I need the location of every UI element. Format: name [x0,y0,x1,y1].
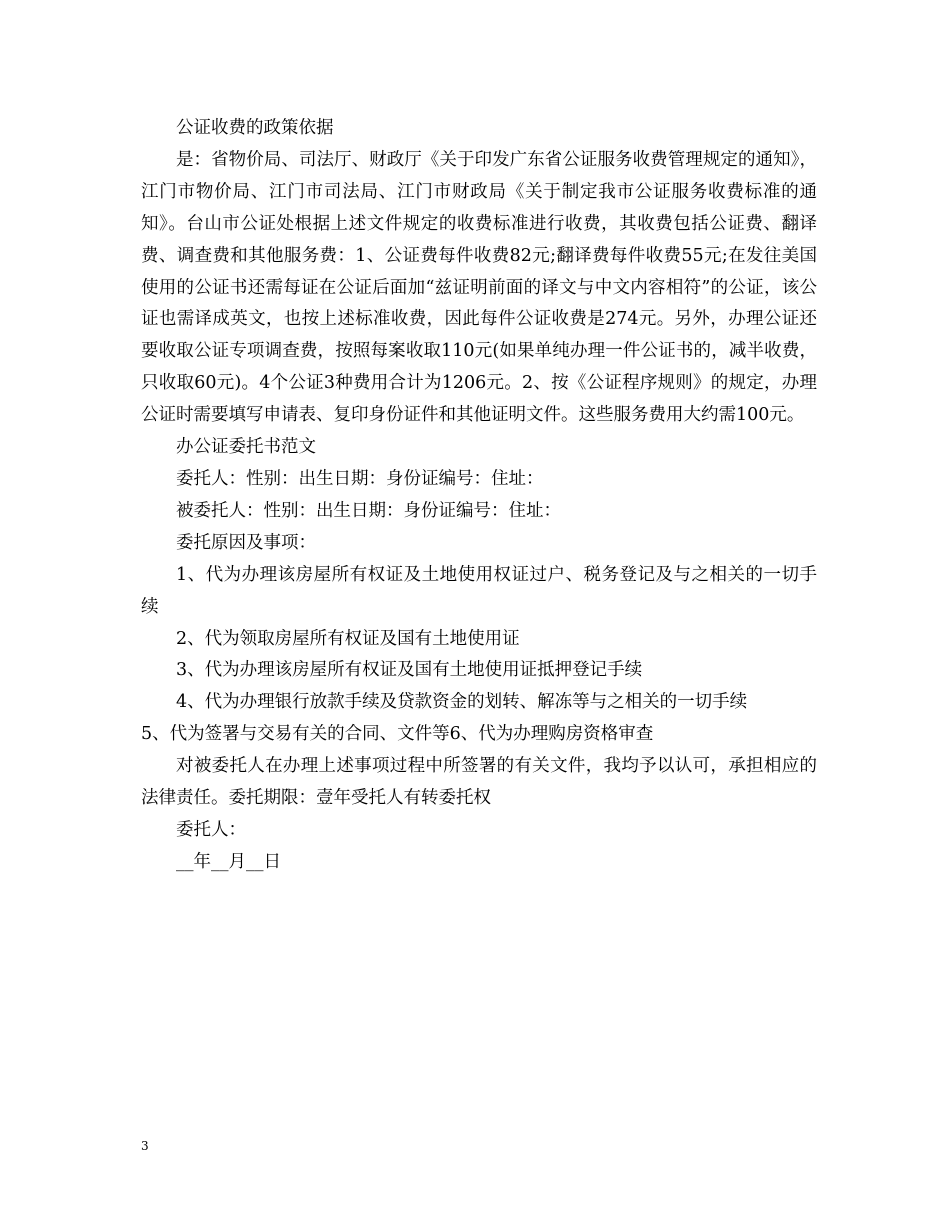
paragraph-item-2: 2、代为领取房屋所有权证及国有土地使用证 [176,628,520,649]
paragraph-item-3: 3、代为办理该房屋所有权证及国有土地使用证抵押登记手续 [176,660,643,681]
paragraph-acknowledgement: 对被委托人在办理上述事项过程中所签署的有关文件，我均予以认可，承担相应的法律责任。委托期限：壹年受托人有转委托权 [141,756,817,809]
paragraph-principal: 委托人：性别：出生日期：身份证编号：住址： [176,468,544,489]
paragraph-date-line: __年__月__日 [176,851,281,872]
paragraph-reasons: 委托原因及事项： [176,532,316,553]
paragraph-item-1: 1、代为办理该房屋所有权证及土地使用权证过户、税务登记及与之相关的一切手续 [141,564,817,617]
paragraph-item-5-6: 5、代为签署与交易有关的合同、文件等6、代为办理购房资格审查 [141,724,654,745]
paragraph-policy-basis: 是：省物价局、司法厅、财政厅《关于印发广东省公证服务收费管理规定的通知》，江门市物价局、江门市司法局、江门市财政局《关于制定我市公证服务收费标准的通知》。台山市公证处根据上述文件规定的收费标准进行收费，其收费包括公证费、翻译费、调查费和其他服务费：1、公证费每件收费82元;翻译费每件收费55元;在发往美国使用的公证书还需每证在公证后面加“兹证明前面的译文与中文内容相符”的公证，该公证也需译成英文，也按上述标准收费，因此每件公证收费是274元。另外，办理公证还要收取公证专项调查费，按照每案收取110元(如果单纯办理一件公证书的，减半收费，只收取60元)。4个公证3种费用合计为1206元。2、按《公证程序规则》的规定，办理公证时需要填写申请表、复印身份证件和其他证明文件。这些服务费用大约需100元。 [141,149,817,426]
paragraph-policy-heading: 公证收费的政策依据 [176,118,334,138]
page-number: 3 [141,1139,149,1153]
paragraph-agent: 被委托人：性别：出生日期：身份证编号：住址： [176,500,561,521]
paragraph-signature-label: 委托人： [176,819,246,840]
document-body [141,113,817,879]
paragraph-item-4: 4、代为办理银行放款手续及贷款资金的划转、解冻等与之相关的一切手续 [176,692,748,713]
paragraph-template-title: 办公证委托书范文 [176,437,316,458]
